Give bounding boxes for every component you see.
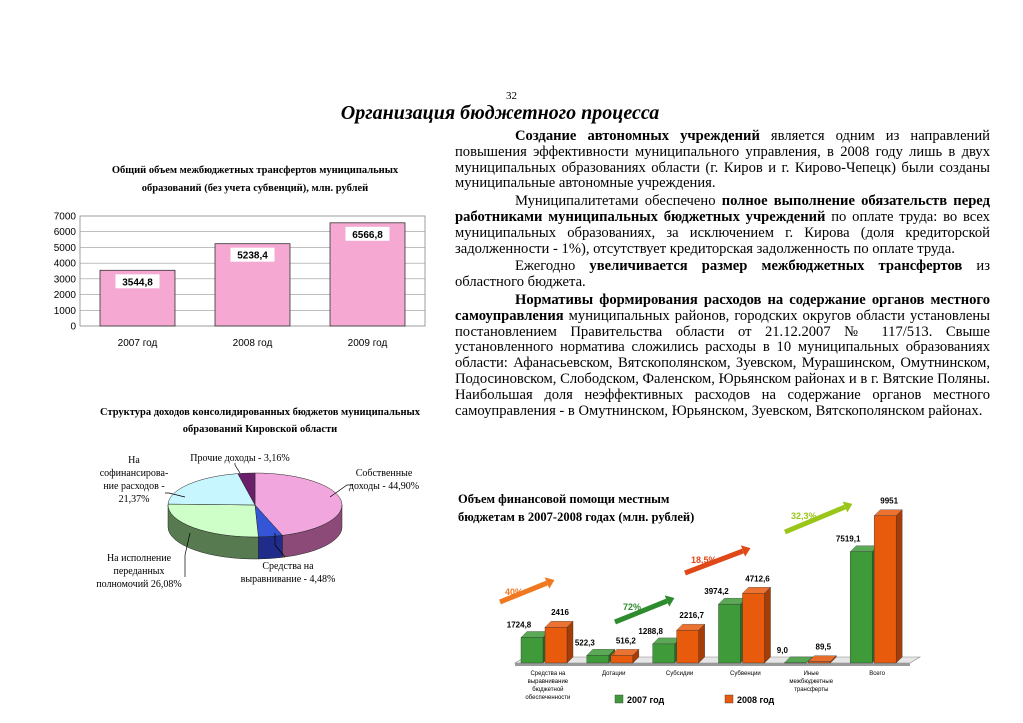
pie-slice-side — [258, 535, 282, 559]
y-tick-label: 1000 — [53, 305, 76, 317]
bar — [587, 655, 609, 663]
text: Ежегодно — [515, 258, 590, 275]
growth-label: 40% — [505, 587, 524, 597]
text: Муниципалитетами обеспечено — [515, 193, 722, 210]
bar — [808, 662, 830, 663]
bar — [743, 593, 765, 663]
data-label: 9,0 — [776, 645, 788, 655]
bar — [719, 604, 741, 663]
x-tick-label-line: Иные — [803, 671, 819, 677]
page-title: Организация бюджетного процесса — [340, 102, 660, 124]
growth-label: 32,3% — [791, 511, 817, 521]
chart-base — [515, 663, 910, 666]
bold-text: увеличивается размер межбюджетных трансфертов — [589, 258, 963, 275]
transfers-bar-chart — [40, 210, 440, 355]
legend-swatch — [615, 695, 623, 703]
data-label: 6566,8 — [352, 229, 383, 241]
bar — [653, 644, 675, 663]
legend-swatch — [725, 695, 733, 703]
y-tick-label: 7000 — [53, 211, 76, 223]
bold-text: Создание автономных учреждений — [515, 128, 760, 144]
paragraph — [455, 259, 990, 291]
data-label: 1288,8 — [638, 626, 663, 636]
bar-side — [896, 510, 902, 663]
text: из областного бюджета. — [455, 258, 990, 291]
y-tick-label: 5000 — [53, 242, 76, 254]
pie-label-cofinancing: На софинансирова-ние расходов - 21,37% — [99, 455, 169, 505]
legend-label: 2008 год — [737, 695, 775, 705]
x-tick-label-line: межбюджетные — [789, 679, 834, 685]
x-tick-label: 2007 год — [117, 338, 158, 349]
bold-text: полное выполнение обязательств перед работниками муниципальных бюджетных учреждений — [455, 193, 990, 225]
paragraph — [455, 129, 990, 192]
text: является одним из направлений повышения эффективности муниципального управления, в 2008 году лишь в двух муниципальных образованиях области (г. Киров и г. Кирово-Чепецк) были созданы муниципальные автономные учреждения. — [455, 128, 990, 192]
bar-side — [765, 587, 771, 663]
growth-label: 18,5% — [691, 555, 717, 565]
growth-label: 72% — [623, 602, 642, 612]
data-label: 2216,7 — [679, 611, 704, 621]
data-label: 7519,1 — [835, 534, 861, 544]
x-tick-label-line: выравнивание — [527, 679, 569, 685]
data-label: 89,5 — [815, 642, 832, 652]
data-label: 1724,8 — [506, 620, 532, 630]
data-label: 516,2 — [615, 636, 636, 646]
bar — [521, 637, 543, 663]
x-tick-label: 2008 год — [232, 338, 273, 349]
x-tick-label-line: Дотации — [602, 671, 626, 677]
x-tick-label-line: Средства на — [530, 671, 566, 677]
x-tick-label — [789, 671, 833, 693]
assistance-bar-chart — [495, 495, 935, 710]
paragraph — [455, 194, 990, 257]
data-label: 3544,8 — [122, 277, 153, 289]
data-label: 4712,6 — [745, 574, 770, 584]
x-tick-label-line: Субсидии — [665, 671, 694, 677]
bar — [611, 655, 633, 663]
x-tick-label — [869, 671, 885, 677]
chart1-title: Общий объем межбюджетных трансфертов муниципальных образований (без учета субвенций), млн. рублей — [111, 165, 399, 194]
x-tick-label — [602, 671, 626, 677]
data-label: 9951 — [880, 496, 899, 506]
bar — [874, 516, 896, 663]
y-tick-label: 3000 — [53, 274, 76, 286]
x-tick-label-line: обеспеченности — [525, 695, 571, 701]
x-tick-label-line: трансферты — [794, 687, 829, 693]
data-label: 3974,2 — [704, 587, 729, 597]
data-label: 5238,4 — [237, 250, 268, 262]
bar-side — [699, 624, 705, 663]
body-text — [455, 129, 990, 421]
bar — [677, 630, 699, 663]
text: муниципальных районов, городских округов области установлены постановлением Правительства области от 21.12.2007 № 117/513. Свыше установленного норматива сложились расходы в 10 муниципальных образованиях области: Афанасьевском, Вятскополянском, Зуевском, Мурашинском, Омутнинском, Подосиновском, Слободском, Фаленском, Юрьянском районах и в г. Вятские Поляны. Наибольшая доля неэффективных расходов на содержание органов местного самоуправления - в Омутнинском, Юрьянском, Зуевском, Вятскополянском районах. — [455, 307, 990, 419]
legend-label: 2007 год — [627, 695, 665, 705]
x-tick-label-line: бюджетной — [532, 687, 564, 693]
text: по оплате труда: во всех муниципальных образованиях, за исключением г. Кирова (доля кредиторской задолженности - 1%), отсутствует кредиторская задолженность по оплате труда. — [455, 208, 990, 257]
pie-label-delegated: На исполнение переданных полномочий 26,08% — [96, 553, 182, 590]
y-tick-label: 4000 — [53, 258, 76, 270]
x-tick-label — [730, 671, 761, 677]
y-tick-label: 2000 — [53, 290, 76, 302]
bar — [850, 552, 872, 663]
x-tick-label: 2009 год — [347, 338, 388, 349]
page-number: 32 — [506, 90, 517, 102]
x-tick-label — [525, 671, 570, 701]
pie-label-other: Прочие доходы - 3,16% — [190, 453, 290, 464]
bar — [545, 627, 567, 663]
x-tick-label-line: Всего — [869, 671, 885, 677]
data-label: 2416 — [551, 608, 569, 618]
pie-label-own: Собственные доходы - 44,90% — [348, 468, 420, 492]
y-tick-label: 0 — [70, 321, 76, 333]
x-tick-label — [666, 671, 693, 677]
data-label: 522,3 — [574, 638, 595, 648]
y-tick-label: 6000 — [53, 227, 76, 239]
paragraph — [455, 293, 990, 419]
chart3-title: Объем финансовой помощи местным бюджетам в 2007-2008 годах (млн. рублей) — [458, 492, 695, 524]
bar-side — [567, 621, 573, 663]
pie-label-equalization: Средства на выравнивание - 4,48% — [240, 561, 336, 585]
bold-text: Нормативы формирования расходов на содержание органов местного самоуправления — [455, 291, 990, 324]
chart2-title: Структура доходов консолидированных бюджетов муниципальных образований Кировской области — [100, 407, 420, 435]
x-tick-label-line: Субвенции — [730, 671, 761, 677]
